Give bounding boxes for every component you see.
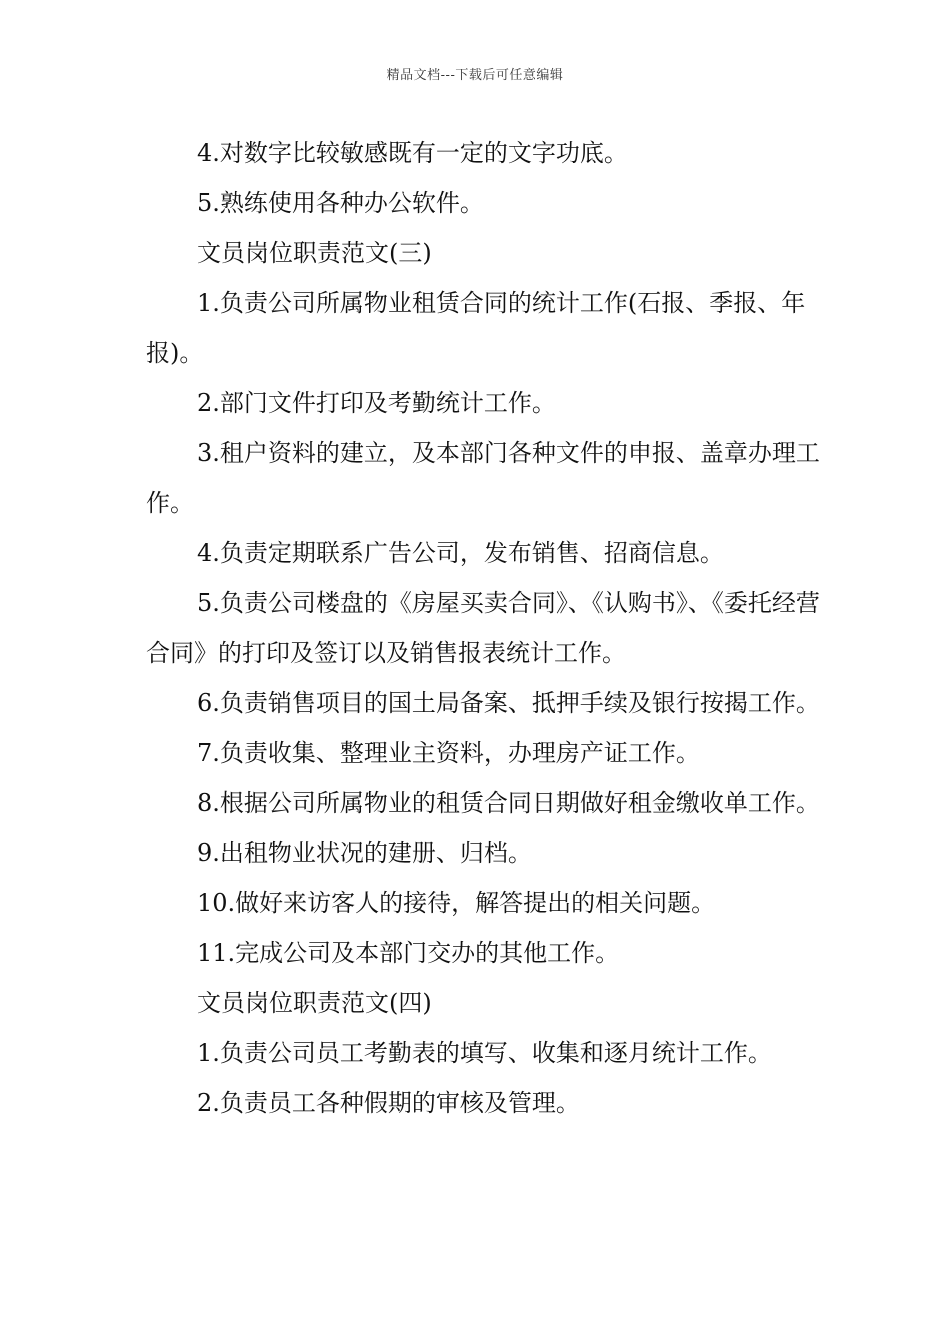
paragraph: 4.负责定期联系广告公司，发布销售、招商信息。 — [197, 539, 724, 567]
paragraph: 7.负责收集、整理业主资料，办理房产证工作。 — [197, 739, 700, 767]
paragraph: 8.根据公司所属物业的租赁合同日期做好租金缴收单工作。 — [197, 789, 820, 817]
paragraph: 5.熟练使用各种办公软件。 — [197, 189, 484, 217]
document-body — [146, 128, 826, 1128]
paragraph: 1.负责公司所属物业租赁合同的统计工作(石报、季报、年报)。 — [146, 289, 806, 367]
paragraph: 2.部门文件打印及考勤统计工作。 — [197, 389, 556, 417]
section-heading: 文员岗位职责范文(四) — [197, 989, 432, 1017]
paragraph: 3.租户资料的建立，及本部门各种文件的申报、盖章办理工作。 — [146, 439, 820, 517]
paragraph: 9.出租物业状况的建册、归档。 — [197, 839, 532, 867]
paragraph: 2.负责员工各种假期的审核及管理。 — [197, 1089, 580, 1117]
paragraph: 4.对数字比较敏感既有一定的文字功底。 — [197, 139, 628, 167]
page-header: 精品文档---下载后可任意编辑 — [386, 68, 564, 83]
paragraph: 6.负责销售项目的国土局备案、抵押手续及银行按揭工作。 — [197, 689, 820, 717]
paragraph: 1.负责公司员工考勤表的填写、收集和逐月统计工作。 — [197, 1039, 772, 1067]
paragraph: 10.做好来访客人的接待，解答提出的相关问题。 — [197, 889, 716, 917]
paragraph: 11.完成公司及本部门交办的其他工作。 — [197, 939, 620, 967]
section-heading: 文员岗位职责范文(三) — [197, 239, 432, 267]
paragraph: 5.负责公司楼盘的《房屋买卖合同》、《认购书》、《委托经营合同》的打印及签订以及销售报表统计工作。 — [146, 589, 820, 667]
